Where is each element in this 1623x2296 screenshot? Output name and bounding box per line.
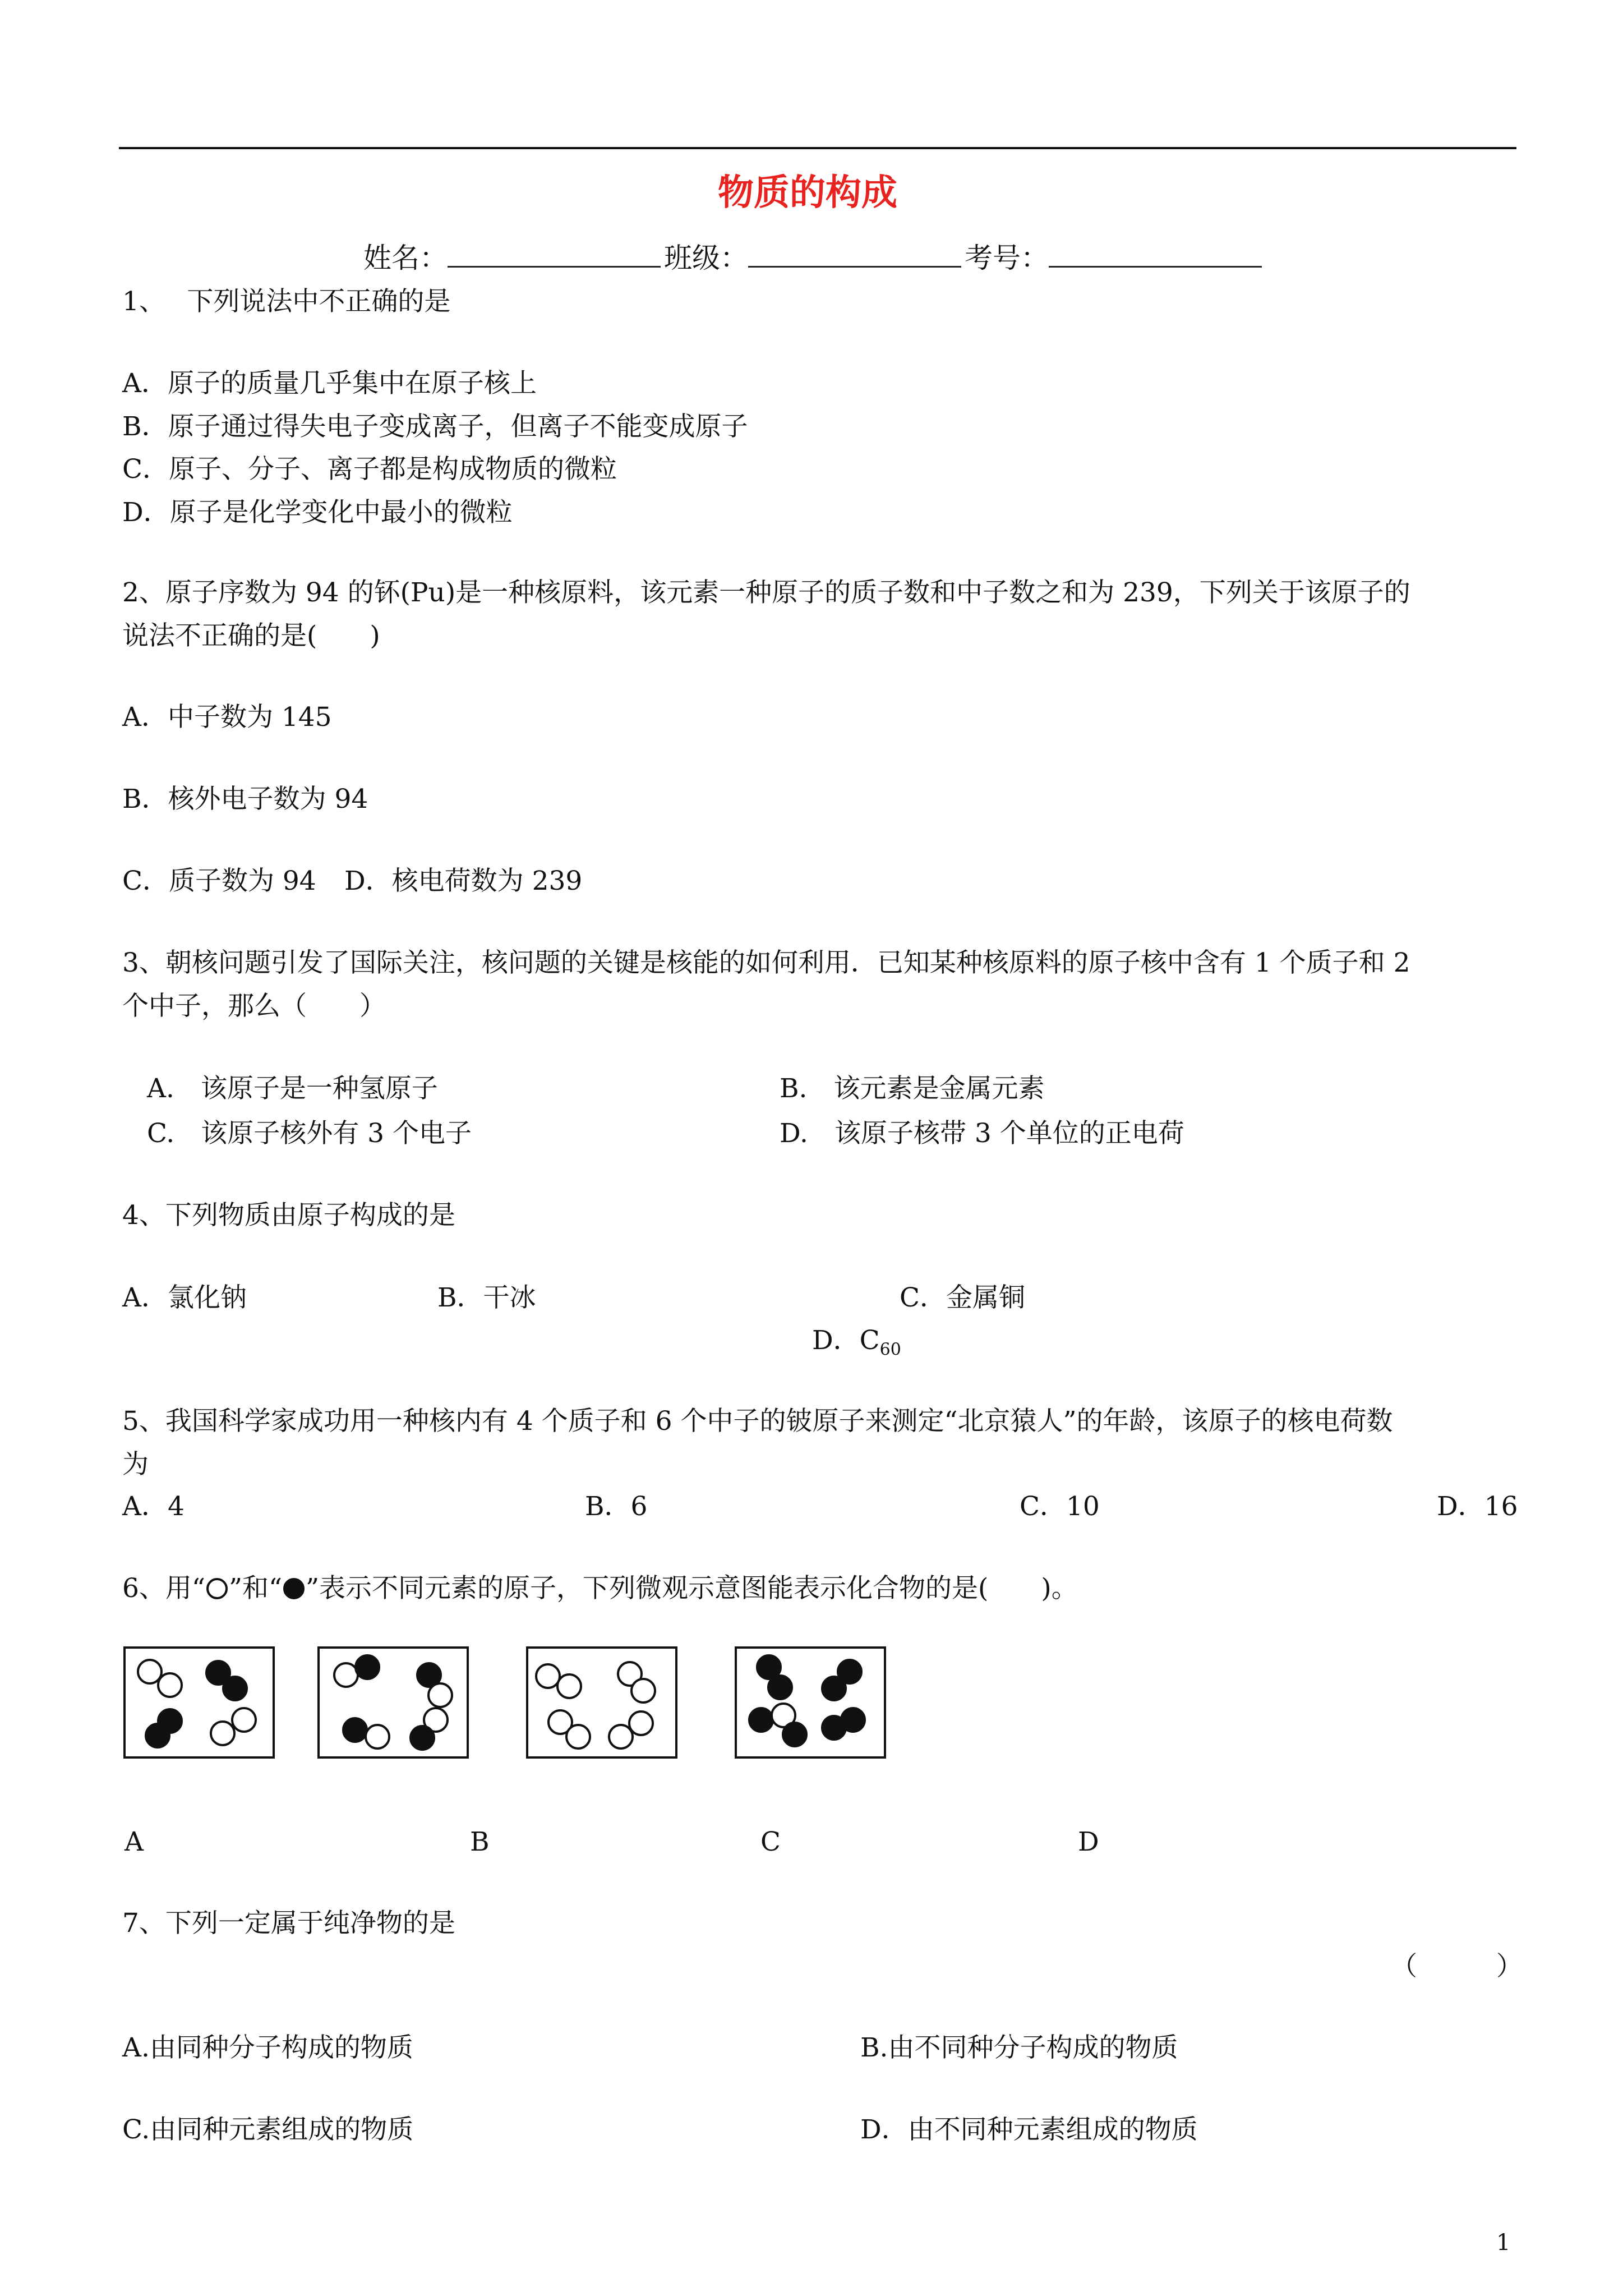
q2-option-a: A．中子数为 145 — [122, 702, 332, 733]
q1-option-b: B．原子通过得失电子变成离子，但离子不能变成原子 — [122, 411, 748, 442]
q2-stem-line2: 说法不正确的是( ) — [122, 620, 380, 651]
black-atom — [821, 1715, 847, 1741]
exam-number-label: 考号： — [965, 242, 1049, 274]
q1-stem: 1、 下列说法中不正确的是 — [122, 286, 451, 317]
q4-option-d — [812, 1327, 901, 1358]
black-atom — [409, 1725, 435, 1751]
black-atom — [145, 1723, 170, 1749]
q3-option-d: D. 该原子核带 3 个单位的正电荷 — [780, 1118, 1184, 1149]
q3-stem-line2: 个中子，那么（ ） — [122, 991, 386, 1022]
black-atom — [354, 1654, 380, 1680]
white-atom — [231, 1707, 257, 1733]
q6-stem-part1: 6、用“ — [122, 1573, 205, 1604]
page-number: 1 — [1496, 2230, 1511, 2256]
q6-label-c: C — [760, 1826, 781, 1857]
q7-stem: 7、下列一定属于纯净物的是 — [122, 1908, 455, 1939]
class-blank[interactable] — [748, 241, 961, 268]
q6-label-d: D — [1078, 1826, 1099, 1857]
q6-stem — [122, 1575, 1078, 1602]
name-label: 姓名： — [363, 242, 448, 274]
white-atom — [365, 1724, 390, 1750]
black-atom — [782, 1722, 808, 1747]
q2-option-c: C．质子数为 94 — [122, 866, 316, 896]
q6-stem-part2: ”和“ — [228, 1573, 282, 1604]
black-atom — [342, 1717, 368, 1743]
q6-diagram-a — [123, 1646, 275, 1759]
q7-answer-paren: （ ） — [1391, 1951, 1523, 1982]
black-atom — [767, 1674, 793, 1700]
white-atom — [556, 1673, 582, 1699]
white-atom — [608, 1724, 634, 1750]
q2-option-d: D．核电荷数为 239 — [344, 866, 583, 896]
white-atom — [630, 1678, 656, 1704]
q7-option-d: D．由不同种元素组成的物质 — [860, 2114, 1198, 2145]
black-atom — [222, 1676, 248, 1701]
white-atom — [157, 1672, 183, 1698]
q4-option-b: B．干冰 — [437, 1282, 536, 1313]
white-atom-icon — [206, 1578, 228, 1599]
class-label: 班级： — [664, 242, 748, 274]
student-info-line — [363, 241, 1265, 272]
q5-option-d: D．16 — [1437, 1491, 1518, 1522]
black-atom-icon — [283, 1578, 305, 1599]
q3-option-a: A. 该原子是一种氢原子 — [147, 1073, 438, 1104]
q6-label-a: A — [125, 1826, 144, 1857]
exam-number-blank[interactable] — [1049, 241, 1262, 268]
q4-option-c: C．金属铜 — [900, 1282, 1025, 1313]
q4-option-d-subscript: 60 — [879, 1340, 901, 1360]
white-atom — [427, 1682, 453, 1708]
q6-diagram-c — [526, 1646, 677, 1759]
q4-option-d-text: D．C — [812, 1325, 880, 1356]
q3-stem-line1: 3、朝核问题引发了国际关注，核问题的关键是核能的如何利用．已知某种核原料的原子核中含有 1 个质子和 2 — [122, 947, 1410, 978]
q5-stem-line1: 5、我国科学家成功用一种核内有 4 个质子和 6 个中子的铍原子来测定“北京猿人”的年龄，该原子的核电荷数 — [122, 1406, 1393, 1437]
q5-option-b: B．6 — [585, 1491, 648, 1522]
q7-option-c: C.由同种元素组成的物质 — [122, 2114, 414, 2145]
q5-option-a: A．4 — [122, 1491, 185, 1522]
q2-option-b: B．核外电子数为 94 — [122, 784, 368, 815]
q4-stem: 4、下列物质由原子构成的是 — [122, 1200, 455, 1231]
page-title: 物质的构成 — [718, 172, 897, 214]
q6-label-b: B — [470, 1826, 490, 1857]
black-atom — [821, 1676, 847, 1701]
q2-stem-line1: 2、原子序数为 94 的钚(Pu)是一种核原料，该元素一种原子的质子数和中子数之和为 239，下列关于该原子的 — [122, 577, 1410, 608]
q5-option-c: C．10 — [1020, 1491, 1100, 1522]
q5-stem-line2: 为 — [122, 1449, 149, 1480]
q7-option-a: A.由同种分子构成的物质 — [122, 2032, 413, 2063]
q7-option-b: B.由不同种分子构成的物质 — [860, 2032, 1178, 2063]
q3-option-c: C. 该原子核外有 3 个电子 — [147, 1118, 472, 1149]
q6-stem-part3: ”表示不同元素的原子，下列微观示意图能表示化合物的是( )。 — [306, 1573, 1078, 1604]
q1-option-a: A．原子的质量几乎集中在原子核上 — [122, 368, 537, 399]
q6-diagram-b — [317, 1646, 469, 1759]
header-rule — [119, 147, 1516, 149]
name-blank[interactable] — [448, 241, 661, 268]
q3-option-b: B. 该元素是金属元素 — [780, 1073, 1045, 1104]
q6-diagram-d — [735, 1646, 886, 1759]
black-atom — [748, 1707, 774, 1733]
q1-option-d: D．原子是化学变化中最小的微粒 — [122, 497, 513, 528]
q1-option-c: C．原子、分子、离子都是构成物质的微粒 — [122, 454, 617, 485]
white-atom — [565, 1724, 591, 1750]
q4-option-a: A．氯化钠 — [122, 1282, 247, 1313]
